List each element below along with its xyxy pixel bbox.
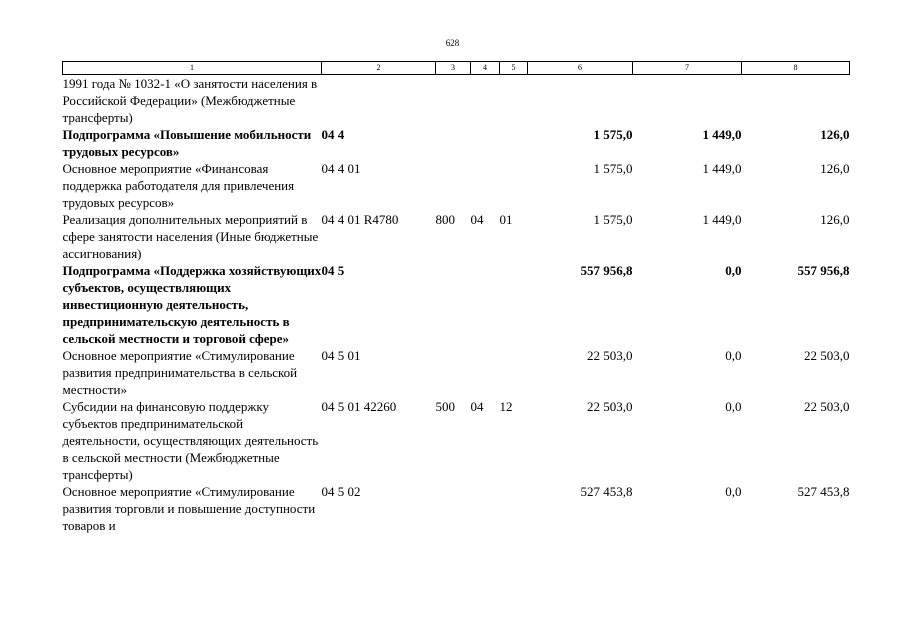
table-row	[63, 160, 850, 211]
row-section-cell: 04	[470, 212, 484, 227]
row-federal-amount-cell: 1 449,0	[702, 161, 742, 176]
row-code-cell: 04 5 01 42260	[321, 399, 397, 414]
row-regional-amount-cell: 22 503,0	[804, 348, 850, 363]
row-federal-amount-cell: 0,0	[725, 263, 742, 278]
header-col-5: 5	[500, 62, 528, 75]
row-name-cell: Субсидии на финансовую поддержку субъектов предпринимательской деятельности, осуществляющих деятельность в сельской местности (Межбюджетные трансферты)	[62, 399, 319, 482]
header-row	[63, 62, 850, 75]
header-col-4: 4	[471, 62, 500, 75]
header-col-1: 1	[63, 62, 322, 75]
table-row	[63, 126, 850, 160]
row-expense-type-cell	[436, 483, 471, 534]
row-name-cell: Основное мероприятие «Стимулирование развития торговли и повышение доступности товаров и	[62, 484, 316, 533]
row-expense-type-cell	[436, 160, 471, 211]
row-total-amount-cell	[528, 75, 633, 127]
row-regional-amount-cell: 527 453,8	[797, 484, 850, 499]
row-subsection-cell	[500, 262, 528, 347]
row-federal-amount-cell: 0,0	[725, 348, 742, 363]
row-federal-amount-cell: 1 449,0	[702, 127, 742, 142]
row-name-cell: Подпрограмма «Повышение мобильности трудовых ресурсов»	[62, 127, 312, 159]
row-regional-amount-cell: 126,0	[820, 127, 850, 142]
row-total-amount-cell: 1 575,0	[593, 127, 633, 142]
page-number: 628	[445, 38, 460, 48]
row-federal-amount-cell: 0,0	[725, 399, 742, 414]
row-code-cell: 04 5 02	[321, 484, 361, 499]
table-body	[63, 75, 850, 535]
row-code-cell: 04 4 01 R4780	[321, 212, 399, 227]
table-row	[63, 211, 850, 262]
header-col-2: 2	[322, 62, 436, 75]
row-federal-amount-cell: 0,0	[725, 484, 742, 499]
row-name-cell: 1991 года № 1032-1 «О занятости населения в Российской Федерации» (Межбюджетные трансферты)	[62, 76, 318, 125]
row-code-cell: 04 5 01	[321, 348, 361, 363]
row-expense-type-cell: 500	[435, 399, 455, 414]
row-subsection-cell	[500, 160, 528, 211]
table-row	[63, 398, 850, 483]
row-expense-type-cell	[436, 126, 471, 160]
row-code-cell: 04 5	[321, 263, 345, 278]
table-row	[63, 347, 850, 398]
row-federal-amount-cell	[633, 75, 742, 127]
row-section-cell	[471, 75, 500, 127]
row-name-cell: Основное мероприятие «Стимулирование развития предпринимательства в сельской местности»	[62, 348, 298, 397]
row-regional-amount-cell: 126,0	[820, 212, 850, 227]
row-section-cell	[471, 126, 500, 160]
row-total-amount-cell: 527 453,8	[580, 484, 633, 499]
row-regional-amount-cell: 126,0	[820, 161, 850, 176]
row-name-cell: Подпрограмма «Поддержка хозяйствующих субъектов, осуществляющих инвестиционную деятельность, предпринимательскую деятельность в сельской местности и торговой сфере»	[62, 263, 322, 346]
row-regional-amount-cell: 22 503,0	[804, 399, 850, 414]
row-regional-amount-cell: 557 956,8	[797, 263, 850, 278]
row-section-cell	[471, 347, 500, 398]
table-header	[63, 62, 850, 75]
row-subsection-cell	[500, 126, 528, 160]
row-total-amount-cell: 557 956,8	[580, 263, 633, 278]
row-subsection-cell	[500, 347, 528, 398]
row-section-cell	[471, 483, 500, 534]
header-col-6: 6	[528, 62, 633, 75]
row-expense-type-cell	[436, 347, 471, 398]
row-subsection-cell	[500, 75, 528, 127]
row-code-cell	[322, 75, 436, 127]
row-code-cell: 04 4 01	[321, 161, 361, 176]
row-name-cell: Основное мероприятие «Финансовая поддержка работодателя для привлечения трудовых ресурсов»	[62, 161, 295, 210]
table-row	[63, 262, 850, 347]
row-federal-amount-cell: 1 449,0	[702, 212, 742, 227]
header-col-7: 7	[633, 62, 742, 75]
row-expense-type-cell	[436, 75, 471, 127]
header-col-3: 3	[436, 62, 471, 75]
budget-table	[62, 61, 850, 534]
table-row	[63, 483, 850, 534]
row-total-amount-cell: 1 575,0	[593, 161, 633, 176]
row-regional-amount-cell	[742, 75, 850, 127]
row-total-amount-cell: 1 575,0	[593, 212, 633, 227]
row-code-cell: 04 4	[321, 127, 345, 142]
table-row	[63, 75, 850, 127]
row-name-cell: Реализация дополнительных мероприятий в сфере занятости населения (Иные бюджетные ассигнования)	[62, 212, 319, 261]
header-col-8: 8	[742, 62, 850, 75]
row-subsection-cell: 01	[499, 212, 513, 227]
row-expense-type-cell: 800	[435, 212, 455, 227]
row-section-cell	[471, 160, 500, 211]
row-section-cell	[471, 262, 500, 347]
row-total-amount-cell: 22 503,0	[587, 348, 633, 363]
row-expense-type-cell	[436, 262, 471, 347]
row-section-cell: 04	[470, 399, 484, 414]
row-total-amount-cell: 22 503,0	[587, 399, 633, 414]
row-subsection-cell	[500, 483, 528, 534]
row-subsection-cell: 12	[499, 399, 513, 414]
